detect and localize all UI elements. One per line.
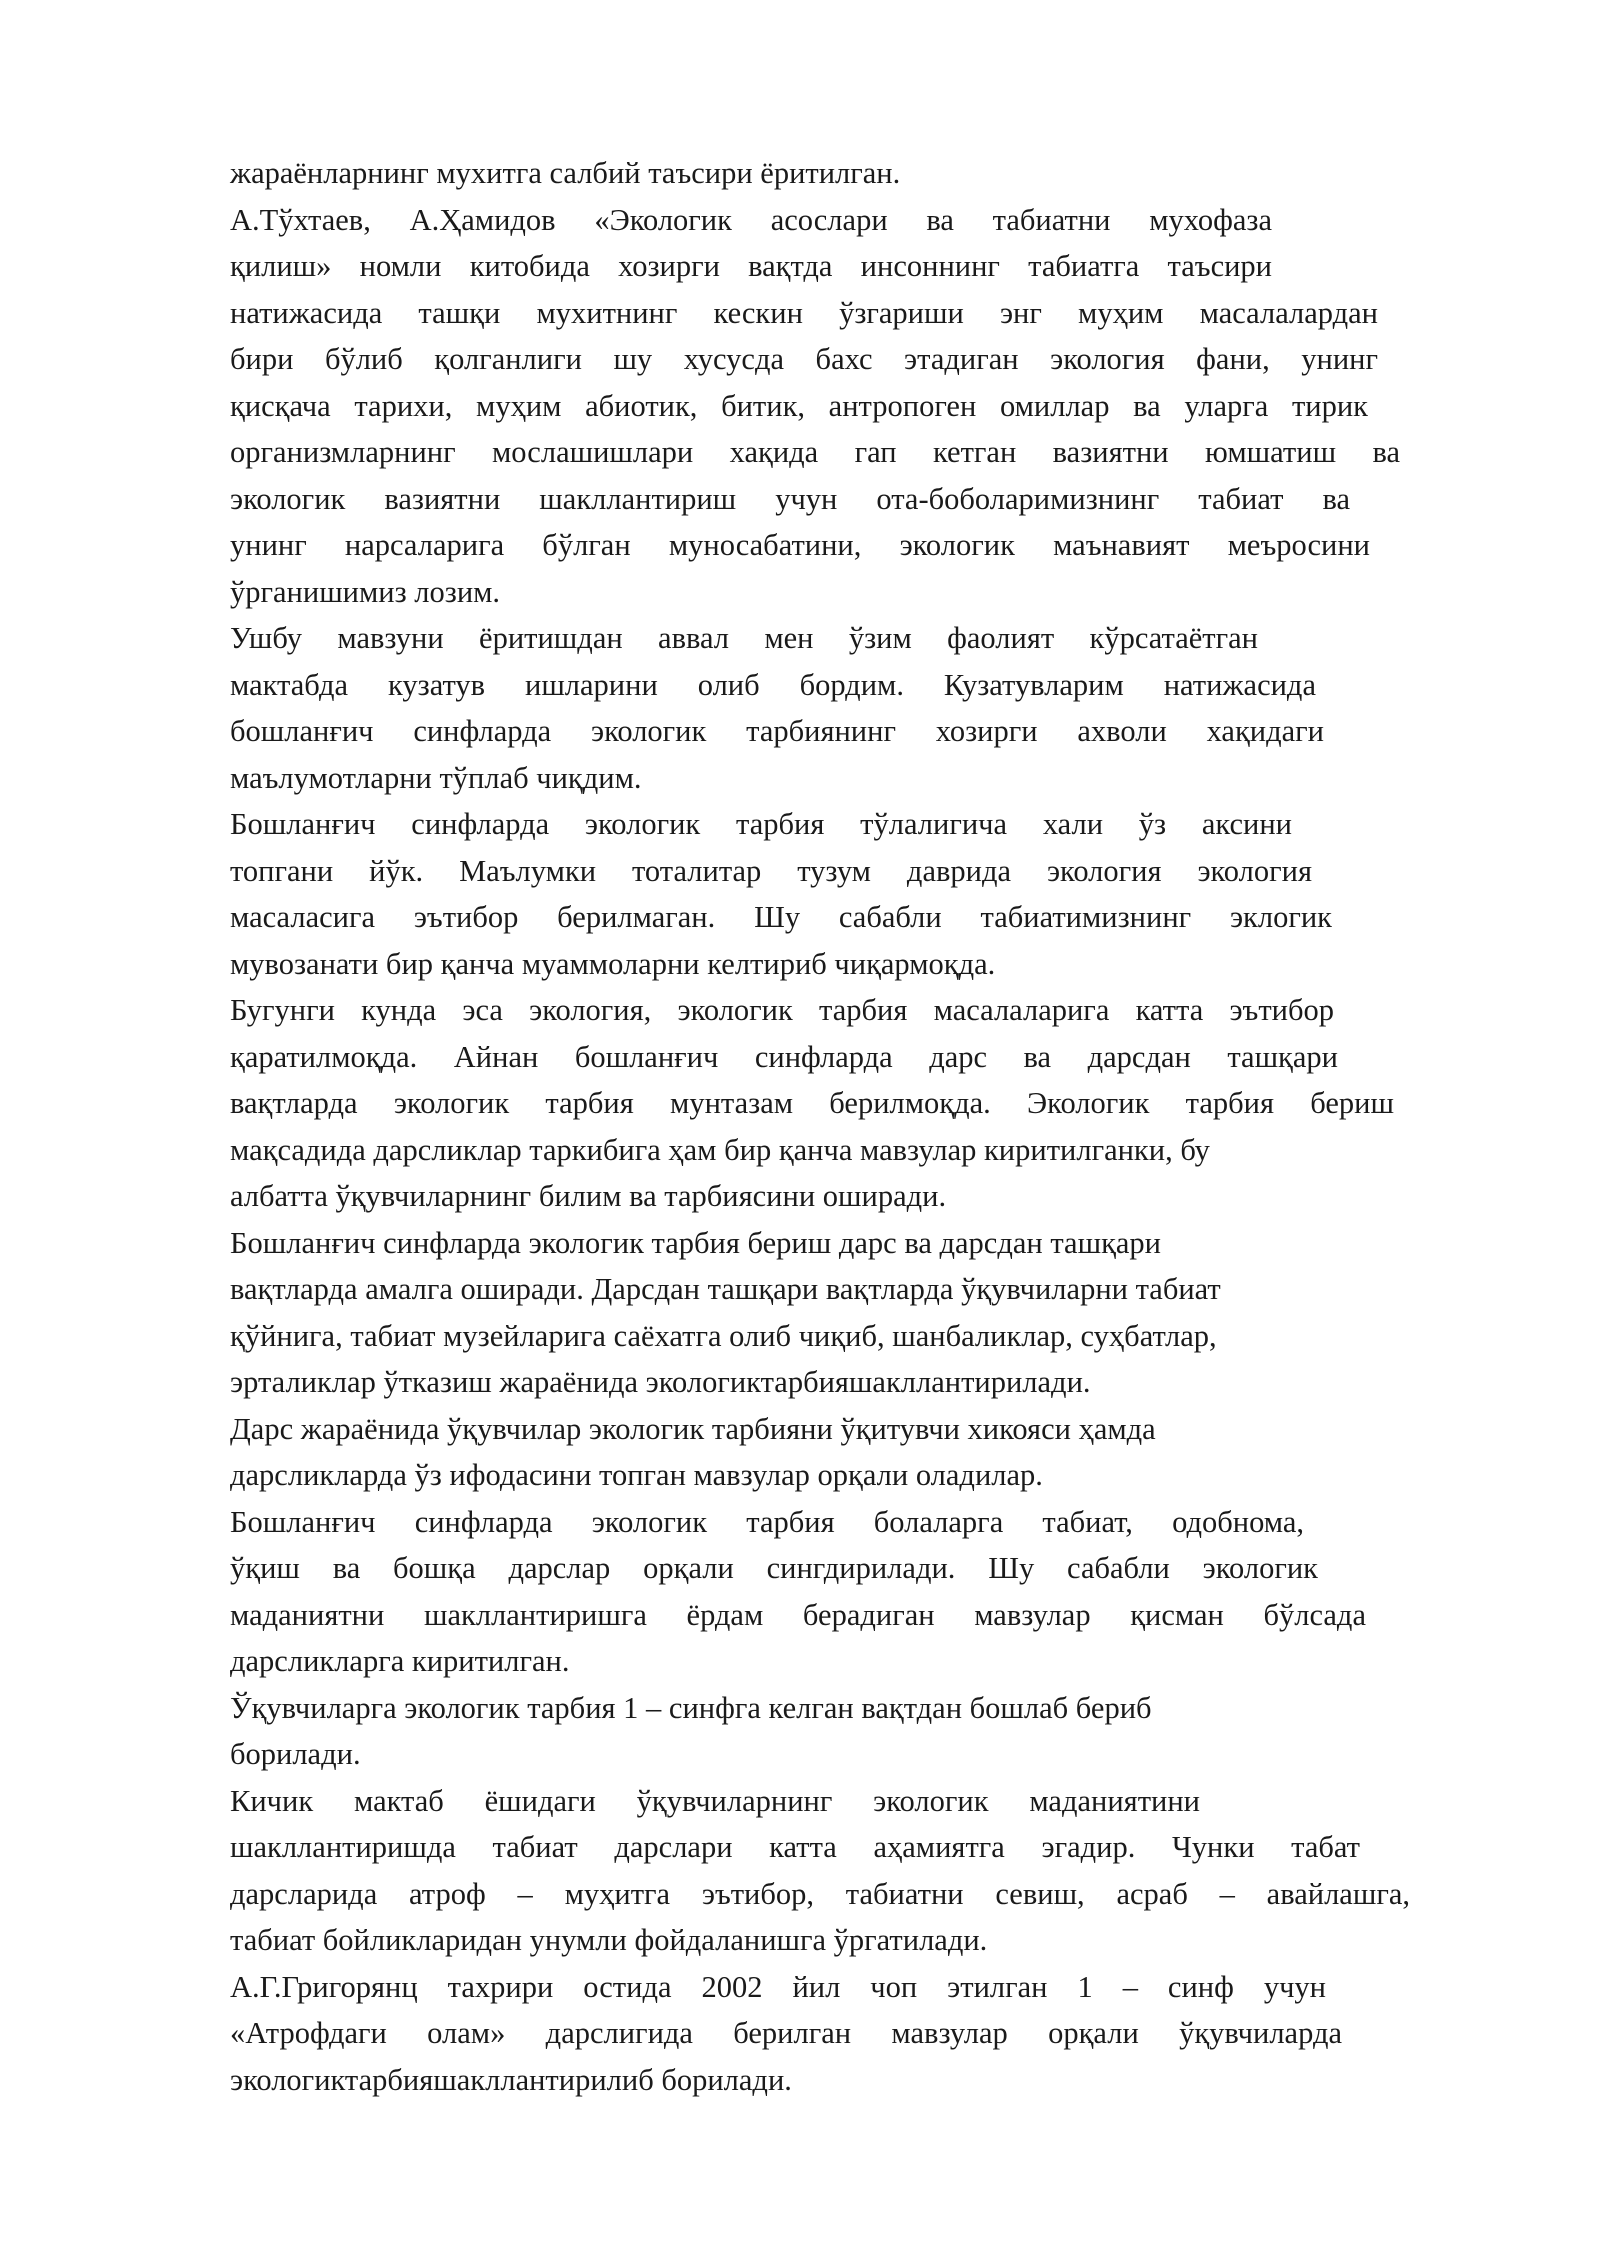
text-line: Ушбу мавзуни ёритишдан аввал мен ўзим фаолият кўрсатаётган [230, 621, 1258, 655]
text-line: Бошланғич синфларда экологик тарбия болаларга табиат, одобнома, [230, 1504, 1304, 1539]
text-line: бошланғич синфларда экологик тарбиянинг хозирги ахволи хақидаги [230, 714, 1324, 748]
text-line: ўқиш ва бошқа дарслар орқали сингдирилади. Шу сабабли экологик [230, 1551, 1318, 1585]
text-line: албатта ўқувчиларнинг билим ва тарбиясини оширади. [230, 1179, 947, 1213]
text-line: Кичик мактаб ёшидаги ўқувчиларнинг экологик маданиятини [230, 1783, 1200, 1818]
text-line: қаратилмоқда. Айнан бошланғич синфларда дарс ва дарсдан ташқари [230, 1039, 1338, 1074]
text-line: шакллантиришда табиат дарслари катта аҳамиятга эгадир. Чунки табат [230, 1830, 1360, 1864]
text-line: дарсларида атроф – муҳитга эътибор, табиатни севиш, асраб – авайлашга, [230, 1876, 1410, 1911]
text-line: эрталиклар ўтказиш жараёнида экологиктарбияшакллантирилади. [230, 1365, 1091, 1399]
text-line: Бошланғич синфларда экологик тарбия тўлалигича хали ўз аксини [230, 807, 1292, 841]
text-line: Бошланғич синфларда экологик тарбия бериш дарс ва дарсдан ташқари [230, 1225, 1161, 1260]
text-line: қисқача тарихи, муҳим абиотик, битик, антропоген омиллар ва уларга тирик [230, 388, 1368, 423]
text-line: қўйнига, табиат музейларига саёхатга олиб чиқиб, шанбаликлар, суҳбатлар, [230, 1318, 1217, 1353]
text-line: маданиятни шакллантиришга ёрдам берадиган мавзулар қисман бўлсада [230, 1597, 1366, 1632]
text-line: табиат бойликларидан унумли фойдаланишга ўргатилади. [230, 1923, 988, 1957]
text-line: вақтларда экологик тарбия мунтазам берилмоқда. Экологик тарбия бериш [230, 1086, 1394, 1120]
text-line: мувозанати бир қанча муаммоларни келтириб чиқармоқда. [230, 946, 996, 981]
text-line: Дарс жараёнида ўқувчилар экологик тарбияни ўқитувчи хикояси ҳамда [230, 1411, 1156, 1446]
text-line: маълумотларни тўплаб чиқдим. [230, 760, 642, 795]
text-line: топгани йўк. Маълумки тоталитар тузум даврида экология экология [230, 853, 1312, 888]
text-line: қилиш» номли китобида хозирги вақтда инсоннинг табиатга таъсири [230, 249, 1272, 283]
text-line: масаласига эътибор берилмаган. Шу сабабли табиатимизнинг эклогик [230, 900, 1332, 934]
text-line: организмларнинг мослашишлари хақида гап кетган вазиятни юмшатиш ва [230, 435, 1400, 469]
text-line: вақтларда амалга оширади. Дарсдан ташқари вақтларда ўқувчиларни табиат [230, 1272, 1221, 1306]
text-line: ўрганишимиз лозим. [230, 574, 501, 609]
text-line: Бугунги кунда эса экология, экологик тарбия масалаларига катта эътибор [230, 993, 1334, 1027]
text-line: мактабда кузатув ишларини олиб бордим. Кузатувларим натижасида [230, 667, 1316, 702]
text-line: экологиктарбияшакллантирилиб борилади. [230, 2062, 792, 2097]
text-line: дарсликларда ўз ифодасини топган мавзулар орқали оладилар. [230, 1458, 1043, 1492]
body-text [230, 150, 1410, 2103]
text-line: бири бўлиб қолганлиги шу хусусда бахс этадиган экология фани, унинг [230, 342, 1378, 376]
text-line: экологик вазиятни шакллантириш учун ота-боболаримизнинг табиат ва [230, 481, 1350, 516]
text-line: «Атрофдаги олам» дарслигида берилган мавзулар орқали ўқувчиларда [230, 2016, 1342, 2050]
text-line: жараёнларнинг мухитга салбий таъсири ёритилган. [230, 156, 901, 190]
text-line: А.Г.Григорянц тахрири остида 2002 йил чоп этилган 1 – синф учун [230, 1969, 1326, 2004]
text-line: мақсадида дарсликлар таркибига ҳам бир қанча мавзулар киритилганки, бу [230, 1132, 1210, 1167]
text-line: Ўқувчиларга экологик тарбия 1 – синфга келган вақтдан бошлаб бериб [230, 1690, 1152, 1725]
text-line: натижасида ташқи мухитнинг кескин ўзгариши энг муҳим масалалардан [230, 295, 1378, 330]
text-line: борилади. [230, 1737, 361, 1771]
text-line: дарсликларга киритилган. [230, 1644, 570, 1678]
text-line: унинг нарсаларига бўлган муносабатини, экологик маънавият меъросини [230, 528, 1370, 562]
text-line: А.Тўхтаев, А.Ҳамидов «Экологик асослари ва табиатни мухофаза [230, 202, 1272, 237]
